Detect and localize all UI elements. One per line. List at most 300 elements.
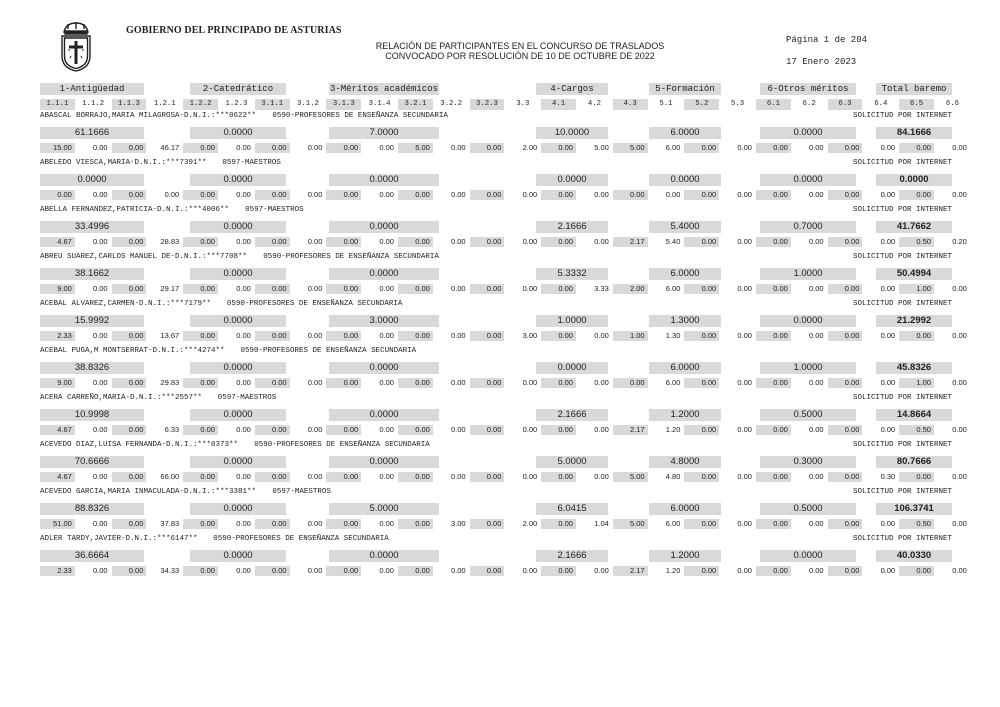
participant-body: 0590-PROFESORES DE ENSEÑANZA SECUNDARIA bbox=[240, 347, 417, 355]
group-score-6: 0.0000 bbox=[760, 174, 856, 186]
group-score-2: 0.0000 bbox=[190, 362, 286, 374]
sub-score: 0.00 bbox=[880, 519, 896, 528]
column-group-3: 3-Méritos académicos bbox=[329, 84, 439, 94]
sub-score: 0.00 bbox=[684, 143, 719, 153]
group-score-5: 6.0000 bbox=[649, 362, 721, 374]
sub-score: 0.00 bbox=[470, 190, 505, 200]
group-score-4: 2.1666 bbox=[536, 221, 608, 233]
sub-score: 0.00 bbox=[952, 425, 967, 434]
sub-score: 0.50 bbox=[899, 425, 934, 435]
sub-score: 3.33 bbox=[594, 284, 609, 293]
sub-score: 34.33 bbox=[160, 566, 180, 575]
group-score-1: 0.0000 bbox=[40, 174, 144, 186]
group-score-4: 0.0000 bbox=[536, 362, 608, 374]
sub-score: 6.00 bbox=[665, 378, 681, 387]
column-sub-6-4: 6.4 bbox=[874, 100, 888, 108]
sub-score: 0.00 bbox=[112, 378, 147, 388]
group-score-5: 4.8000 bbox=[649, 456, 721, 468]
column-sub-6-3: 6.3 bbox=[828, 99, 863, 110]
sub-score: 0.00 bbox=[307, 378, 323, 387]
sub-score: 0.00 bbox=[756, 378, 791, 388]
total-score: 21.2992 bbox=[876, 315, 952, 327]
group-score-4: 2.1666 bbox=[536, 409, 608, 421]
sub-score: 51.00 bbox=[40, 519, 75, 529]
sub-score: 0.00 bbox=[756, 190, 791, 200]
participant-name: ACEVEDO GARCIA,MARIA INMACULADA-D.N.I.:***3381** bbox=[40, 488, 257, 496]
participant-body: 0597-MAESTROS bbox=[272, 488, 331, 496]
sub-score: 0.00 bbox=[112, 472, 147, 482]
sub-score: 6.00 bbox=[665, 143, 681, 152]
sub-score: 0.00 bbox=[326, 566, 361, 576]
sub-score: 0.00 bbox=[594, 331, 609, 340]
sub-score: 4.67 bbox=[40, 237, 75, 247]
column-sub-6-6: 6.6 bbox=[945, 100, 959, 108]
total-score: 80.7666 bbox=[876, 456, 952, 468]
organization-name: GOBIERNO DEL PRINCIPADO DE ASTURIAS bbox=[126, 25, 342, 36]
sub-score: 0.00 bbox=[737, 331, 752, 340]
group-score-2: 0.0000 bbox=[190, 268, 286, 280]
sub-score: 1.00 bbox=[899, 284, 934, 294]
sub-score: 0.00 bbox=[112, 425, 147, 435]
sub-score: 3.00 bbox=[450, 519, 466, 528]
sub-score: 0.00 bbox=[92, 425, 108, 434]
sub-score: 0.00 bbox=[808, 284, 824, 293]
sub-score: 0.00 bbox=[164, 190, 180, 199]
group-score-3: 0.0000 bbox=[329, 362, 439, 374]
sub-score: 0.00 bbox=[684, 566, 719, 576]
group-score-5: 6.0000 bbox=[649, 127, 721, 139]
sub-score: 0.00 bbox=[398, 472, 433, 482]
sub-score: 5.40 bbox=[665, 237, 681, 246]
sub-score: 0.00 bbox=[470, 566, 505, 576]
group-score-3: 0.0000 bbox=[329, 221, 439, 233]
sub-score: 0.00 bbox=[255, 143, 290, 153]
request-type: SOLICITUD POR INTERNET bbox=[852, 488, 952, 496]
group-score-1: 88.8326 bbox=[40, 503, 144, 515]
sub-score: 0.00 bbox=[808, 425, 824, 434]
column-sub-3-3: 3.3 bbox=[516, 100, 530, 108]
sub-score: 5.00 bbox=[398, 143, 433, 153]
sub-score: 0.00 bbox=[307, 143, 323, 152]
sub-score: 0.00 bbox=[594, 237, 609, 246]
sub-score: 0.00 bbox=[470, 378, 505, 388]
sub-score: 0.00 bbox=[236, 331, 251, 340]
sub-score: 0.00 bbox=[92, 143, 108, 152]
sub-score: 4.67 bbox=[40, 472, 75, 482]
group-score-3: 0.0000 bbox=[329, 550, 439, 562]
sub-score: 0.00 bbox=[183, 519, 218, 529]
sub-score: 0.00 bbox=[183, 284, 218, 294]
total-score: 40.0330 bbox=[876, 550, 952, 562]
page-number: Página 1 de 204 bbox=[786, 35, 868, 45]
participant-name: ADLER TARDY,JAVIER-D.N.I.:***6147** bbox=[40, 535, 198, 543]
column-sub-1-2-3: 1.2.3 bbox=[225, 100, 248, 108]
sub-score: 37.83 bbox=[160, 519, 180, 528]
sub-score: 0.00 bbox=[236, 237, 251, 246]
sub-score: 2.17 bbox=[613, 425, 648, 435]
group-score-1: 61.1666 bbox=[40, 127, 144, 139]
sub-score: 0.00 bbox=[307, 425, 323, 434]
group-score-5: 6.0000 bbox=[649, 268, 721, 280]
participant-body: 0590-PROFESORES DE ENSEÑANZA SECUNDARIA bbox=[254, 441, 430, 449]
sub-score: 0.00 bbox=[326, 378, 361, 388]
sub-score: 0.00 bbox=[541, 143, 576, 153]
column-group-2: 2-Catedrático bbox=[190, 83, 286, 95]
column-sub-4-2: 4.2 bbox=[587, 100, 601, 108]
sub-score: 0.00 bbox=[952, 284, 967, 293]
column-sub-6-1: 6.1 bbox=[756, 99, 791, 110]
sub-score: 0.00 bbox=[379, 519, 394, 528]
sub-score: 0.00 bbox=[450, 566, 466, 575]
sub-score: 0.00 bbox=[737, 190, 752, 199]
sub-score: 0.00 bbox=[236, 190, 251, 199]
group-score-5: 0.0000 bbox=[649, 174, 721, 186]
participant-name: ABELLA FERNANDEZ,PATRICIA-D.N.I.:***4006** bbox=[40, 206, 230, 214]
sub-score: 2.17 bbox=[613, 566, 648, 576]
sub-score: 0.00 bbox=[541, 190, 576, 200]
sub-score: 0.00 bbox=[236, 284, 251, 293]
group-score-2: 0.0000 bbox=[190, 315, 286, 327]
sub-score: 0.00 bbox=[398, 378, 433, 388]
sub-score: 0.00 bbox=[756, 425, 791, 435]
group-score-6: 0.0000 bbox=[760, 127, 856, 139]
sub-score: 5.00 bbox=[613, 519, 648, 529]
sub-score: 29.83 bbox=[160, 378, 180, 387]
group-score-2: 0.0000 bbox=[190, 503, 286, 515]
group-score-3: 0.0000 bbox=[329, 174, 439, 186]
group-score-5: 1.2000 bbox=[649, 550, 721, 562]
group-score-3: 0.0000 bbox=[329, 409, 439, 421]
sub-score: 0.00 bbox=[828, 190, 863, 200]
sub-score: 0.00 bbox=[112, 284, 147, 294]
sub-score: 0.00 bbox=[470, 284, 505, 294]
sub-score: 0.00 bbox=[756, 566, 791, 576]
sub-score: 0.00 bbox=[899, 472, 934, 482]
sub-score: 0.00 bbox=[183, 331, 218, 341]
sub-score: 0.00 bbox=[684, 190, 719, 200]
sub-score: 0.00 bbox=[522, 472, 538, 481]
sub-score: 0.00 bbox=[541, 237, 576, 247]
sub-score: 0.00 bbox=[255, 378, 290, 388]
sub-score: 0.00 bbox=[522, 425, 538, 434]
sub-score: 0.00 bbox=[470, 237, 505, 247]
sub-score: 0.00 bbox=[236, 519, 251, 528]
sub-score: 0.00 bbox=[594, 190, 609, 199]
participant-name: ACERA CARREÑO,MARIA-D.N.I.:***2557** bbox=[40, 394, 203, 402]
sub-score: 0.00 bbox=[112, 143, 147, 153]
column-sub-3-2-3: 3.2.3 bbox=[470, 99, 505, 110]
sub-score: 0.00 bbox=[450, 284, 466, 293]
participant-name: ABASCAL BORRAJO,MARIA MILAGROSA-D.N.I.:***0622** bbox=[40, 112, 257, 120]
sub-score: 5.00 bbox=[594, 143, 609, 152]
sub-score: 0.00 bbox=[541, 284, 576, 294]
sub-score: 0.00 bbox=[522, 378, 538, 387]
sub-score: 0.00 bbox=[470, 519, 505, 529]
group-score-6: 0.0000 bbox=[760, 315, 856, 327]
sub-score: 0.30 bbox=[880, 472, 896, 481]
sub-score: 0.00 bbox=[307, 331, 323, 340]
sub-score: 5.00 bbox=[613, 143, 648, 153]
column-sub-4-1: 4.1 bbox=[541, 99, 576, 110]
sub-score: 0.00 bbox=[379, 472, 394, 481]
sub-score: 0.20 bbox=[952, 237, 967, 246]
sub-score: 0.00 bbox=[326, 143, 361, 153]
sub-score: 0.00 bbox=[379, 237, 394, 246]
column-sub-1-2-1: 1.2.1 bbox=[153, 100, 176, 108]
sub-score: 0.00 bbox=[326, 190, 361, 200]
sub-score: 0.00 bbox=[379, 566, 394, 575]
sub-score: 0.00 bbox=[183, 190, 218, 200]
group-score-6: 1.0000 bbox=[760, 362, 856, 374]
group-score-2: 0.0000 bbox=[190, 456, 286, 468]
sub-score: 0.00 bbox=[183, 566, 218, 576]
sub-score: 0.00 bbox=[112, 237, 147, 247]
sub-score: 0.00 bbox=[828, 519, 863, 529]
sub-score: 13.67 bbox=[160, 331, 180, 340]
participant-body: 0590-PROFESORES DE ENSEÑANZA SECUNDARIA bbox=[213, 535, 389, 543]
sub-score: 0.00 bbox=[255, 566, 290, 576]
group-score-4: 6.0415 bbox=[536, 503, 608, 515]
sub-score: 0.00 bbox=[326, 331, 361, 341]
sub-score: 0.00 bbox=[684, 284, 719, 294]
sub-score: 0.00 bbox=[952, 143, 967, 152]
sub-score: 0.00 bbox=[326, 237, 361, 247]
group-score-4: 2.1666 bbox=[536, 550, 608, 562]
request-type: SOLICITUD POR INTERNET bbox=[852, 206, 952, 214]
participant-name: ABREU SUAREZ,CARLOS MANUEL DE-D.N.I.:***7708** bbox=[40, 253, 248, 261]
column-sub-3-2-2: 3.2.2 bbox=[440, 100, 463, 108]
group-score-5: 1.3000 bbox=[649, 315, 721, 327]
sub-score: 0.00 bbox=[737, 472, 752, 481]
sub-score: 0.00 bbox=[470, 472, 505, 482]
total-score: 106.3741 bbox=[876, 503, 952, 515]
sub-score: 0.00 bbox=[379, 331, 394, 340]
total-score: 84.1666 bbox=[876, 127, 952, 139]
total-score: 45.8326 bbox=[876, 362, 952, 374]
sub-score: 0.00 bbox=[756, 143, 791, 153]
sub-score: 0.00 bbox=[737, 284, 752, 293]
sub-score: 0.00 bbox=[398, 331, 433, 341]
group-score-5: 6.0000 bbox=[649, 503, 721, 515]
participant-name: ACEBAL PUGA,M MONTSERRAT-D.N.I.:***4274** bbox=[40, 347, 225, 355]
sub-score: 0.00 bbox=[92, 284, 108, 293]
sub-score: 0.00 bbox=[899, 566, 934, 576]
sub-score: 0.00 bbox=[880, 190, 896, 199]
group-score-4: 10.0000 bbox=[536, 127, 608, 139]
sub-score: 6.00 bbox=[665, 519, 681, 528]
participant-body: 0590-PROFESORES DE ENSEÑANZA SECUNDARIA bbox=[272, 112, 448, 120]
group-score-6: 0.3000 bbox=[760, 456, 856, 468]
column-group-1: 1-Antigüedad bbox=[40, 83, 144, 95]
asturias-crest-icon bbox=[58, 20, 94, 72]
sub-score: 0.00 bbox=[684, 331, 719, 341]
request-type: SOLICITUD POR INTERNET bbox=[852, 112, 952, 120]
sub-score: 0.00 bbox=[470, 331, 505, 341]
sub-score: 0.00 bbox=[880, 566, 896, 575]
sub-score: 0.00 bbox=[92, 190, 108, 199]
sub-score: 0.00 bbox=[828, 331, 863, 341]
sub-score: 0.00 bbox=[236, 472, 251, 481]
sub-score: 0.00 bbox=[92, 519, 108, 528]
sub-score: 0.00 bbox=[808, 378, 824, 387]
group-score-4: 1.0000 bbox=[536, 315, 608, 327]
group-score-3: 0.0000 bbox=[329, 268, 439, 280]
group-score-4: 5.3332 bbox=[536, 268, 608, 280]
sub-score: 0.00 bbox=[808, 472, 824, 481]
group-score-6: 0.7000 bbox=[760, 221, 856, 233]
sub-score: 2.33 bbox=[40, 566, 75, 576]
group-score-3: 5.0000 bbox=[329, 503, 439, 515]
column-sub-3-1-2: 3.1.2 bbox=[297, 100, 319, 108]
sub-score: 0.00 bbox=[255, 331, 290, 341]
sub-score: 0.00 bbox=[594, 378, 609, 387]
sub-score: 0.00 bbox=[808, 519, 824, 528]
sub-score: 0.00 bbox=[522, 190, 538, 199]
group-score-3: 0.0000 bbox=[329, 456, 439, 468]
sub-score: 0.00 bbox=[379, 143, 394, 152]
sub-score: 0.50 bbox=[899, 237, 934, 247]
sub-score: 0.00 bbox=[379, 378, 394, 387]
group-score-5: 5.4000 bbox=[649, 221, 721, 233]
sub-score: 0.00 bbox=[307, 237, 323, 246]
sub-score: 0.00 bbox=[594, 472, 609, 481]
sub-score: 0.00 bbox=[183, 472, 218, 482]
sub-score: 0.00 bbox=[952, 519, 967, 528]
participant-name: ABELEDO VIESCA,MARIA-D.N.I.:***7391** bbox=[40, 159, 207, 167]
sub-score: 0.00 bbox=[236, 143, 251, 152]
sub-score: 0.00 bbox=[470, 143, 505, 153]
sub-score: 0.00 bbox=[684, 472, 719, 482]
sub-score: 0.00 bbox=[470, 425, 505, 435]
sub-score: 0.00 bbox=[92, 472, 108, 481]
group-score-6: 0.5000 bbox=[760, 409, 856, 421]
sub-score: 0.00 bbox=[828, 284, 863, 294]
sub-score: 15.00 bbox=[40, 143, 75, 153]
sub-score: 9.00 bbox=[40, 378, 75, 388]
sub-score: 2.33 bbox=[40, 331, 75, 341]
column-sub-1-2-2: 1.2.2 bbox=[183, 99, 218, 110]
report-title: RELACIÓN DE PARTICIPANTES EN EL CONCURSO DE TRASLADOS bbox=[375, 41, 665, 51]
sub-score: 0.00 bbox=[307, 190, 323, 199]
sub-score: 0.00 bbox=[684, 378, 719, 388]
column-sub-1-1-2: 1.1.2 bbox=[82, 100, 105, 108]
sub-score: 0.00 bbox=[737, 143, 752, 152]
sub-score: 0.00 bbox=[808, 190, 824, 199]
sub-score: 0.00 bbox=[183, 237, 218, 247]
sub-score: 6.00 bbox=[665, 284, 681, 293]
sub-score: 0.00 bbox=[665, 190, 681, 199]
group-score-1: 36.6664 bbox=[40, 550, 144, 562]
sub-score: 0.00 bbox=[952, 566, 967, 575]
sub-score: 3.00 bbox=[522, 331, 538, 340]
column-sub-1-1-1: 1.1.1 bbox=[40, 99, 75, 110]
group-score-3: 3.0000 bbox=[329, 315, 439, 327]
sub-score: 0.00 bbox=[379, 284, 394, 293]
sub-score: 0.00 bbox=[899, 190, 934, 200]
sub-score: 0.00 bbox=[613, 378, 648, 388]
sub-score: 6.33 bbox=[164, 425, 180, 434]
sub-score: 0.00 bbox=[112, 566, 147, 576]
participant-body: 0597-MAESTROS bbox=[217, 394, 277, 402]
sub-score: 0.00 bbox=[307, 472, 323, 481]
sub-score: 0.00 bbox=[255, 284, 290, 294]
sub-score: 0.00 bbox=[236, 566, 251, 575]
sub-score: 0.00 bbox=[808, 331, 824, 340]
sub-score: 0.00 bbox=[450, 378, 466, 387]
sub-score: 0.00 bbox=[92, 566, 108, 575]
sub-score: 0.00 bbox=[880, 331, 896, 340]
sub-score: 0.00 bbox=[952, 472, 967, 481]
column-sub-3-1-4: 3.1.4 bbox=[368, 100, 391, 108]
sub-score: 0.00 bbox=[756, 237, 791, 247]
sub-score: 0.00 bbox=[450, 190, 466, 199]
group-score-1: 10.9998 bbox=[40, 409, 144, 421]
group-score-2: 0.0000 bbox=[190, 409, 286, 421]
group-score-2: 0.0000 bbox=[190, 174, 286, 186]
request-type: SOLICITUD POR INTERNET bbox=[852, 441, 952, 449]
sub-score: 0.00 bbox=[307, 566, 323, 575]
sub-score: 0.00 bbox=[326, 472, 361, 482]
sub-score: 0.00 bbox=[828, 566, 863, 576]
sub-score: 0.00 bbox=[684, 519, 719, 529]
sub-score: 5.00 bbox=[613, 472, 648, 482]
column-sub-5-2: 5.2 bbox=[684, 99, 719, 110]
sub-score: 0.50 bbox=[899, 519, 934, 529]
sub-score: 0.00 bbox=[255, 472, 290, 482]
sub-score: 0.00 bbox=[899, 331, 934, 341]
sub-score: 0.00 bbox=[183, 143, 218, 153]
column-sub-3-2-1: 3.2.1 bbox=[398, 99, 433, 110]
sub-score: 0.00 bbox=[808, 237, 824, 246]
sub-score: 0.00 bbox=[880, 143, 896, 152]
sub-score: 0.00 bbox=[828, 472, 863, 482]
sub-score: 1.00 bbox=[899, 378, 934, 388]
sub-score: 29.17 bbox=[160, 284, 180, 293]
report-date: 17 Enero 2023 bbox=[786, 57, 857, 67]
sub-score: 0.00 bbox=[541, 519, 576, 529]
sub-score: 0.00 bbox=[398, 284, 433, 294]
group-score-2: 0.0000 bbox=[190, 550, 286, 562]
sub-score: 0.00 bbox=[952, 331, 967, 340]
report-subtitle: CONVOCADO POR RESOLUCIÓN DE 10 DE OCTUBRE DE 2022 bbox=[385, 51, 655, 61]
sub-score: 1.20 bbox=[665, 425, 681, 434]
sub-score: 0.00 bbox=[255, 425, 290, 435]
sub-score: 1.30 bbox=[665, 331, 681, 340]
sub-score: 0.00 bbox=[92, 331, 108, 340]
group-score-1: 38.1662 bbox=[40, 268, 144, 280]
column-sub-3-1-1: 3.1.1 bbox=[255, 99, 290, 110]
sub-score: 0.00 bbox=[880, 425, 896, 434]
sub-score: 0.00 bbox=[880, 237, 896, 246]
sub-score: 2.00 bbox=[522, 143, 538, 152]
sub-score: 0.00 bbox=[326, 519, 361, 529]
sub-score: 0.00 bbox=[112, 331, 147, 341]
sub-score: 0.00 bbox=[828, 237, 863, 247]
sub-score: 0.00 bbox=[952, 378, 967, 387]
participant-body: 0597-MAESTROS bbox=[222, 159, 281, 167]
group-score-2: 0.0000 bbox=[190, 127, 286, 139]
sub-score: 0.00 bbox=[307, 519, 323, 528]
sub-score: 0.00 bbox=[236, 425, 251, 434]
sub-score: 0.00 bbox=[613, 190, 648, 200]
sub-score: 0.00 bbox=[398, 519, 433, 529]
sub-score: 0.00 bbox=[756, 284, 791, 294]
group-score-1: 15.9992 bbox=[40, 315, 144, 327]
sub-score: 0.00 bbox=[112, 519, 147, 529]
sub-score: 0.00 bbox=[450, 425, 466, 434]
sub-score: 4.80 bbox=[665, 472, 681, 481]
sub-score: 0.00 bbox=[828, 143, 863, 153]
